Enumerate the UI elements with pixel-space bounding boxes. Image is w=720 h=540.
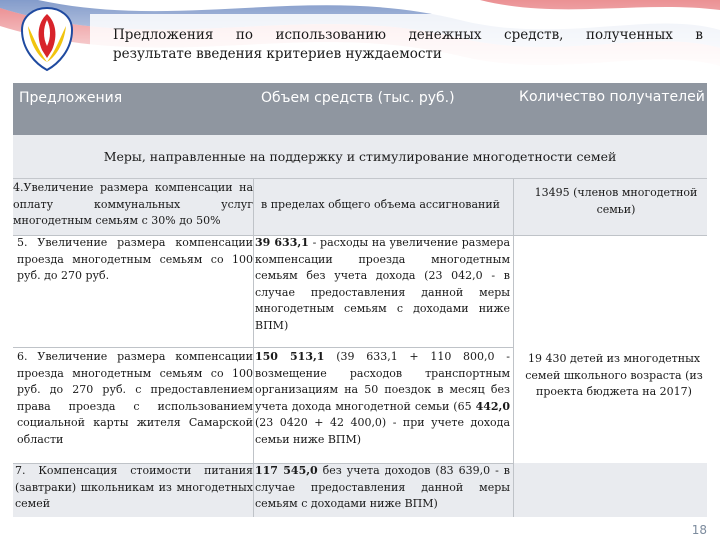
- row-divider: [13, 347, 513, 348]
- column-divider: [253, 179, 254, 517]
- row-7-amount: 117 545,0 без учета доходов (83 639,0 - в случае предоставления данной меры семьям с доходами ниже ВПМ): [255, 464, 510, 510]
- column-header-recipients: Количество получателей: [519, 89, 705, 105]
- table-header: [13, 83, 707, 135]
- title-line-2: результате введения критериев нуждаемости: [113, 46, 442, 62]
- row-4-amount: в пределах общего объема ассигнований: [261, 198, 501, 211]
- row-6-amount: 150 513,1 (39 633,1 + 110 800,0 - возмещение расходов транспортным организациям на 50 поездок в месяц без учета дохода многодетной семьи (65 442,0 (23 0420 + 42 400,0) - при учете дохода семьи ниже ВПМ): [255, 350, 511, 446]
- row-6-proposal: 6. Увеличение размера компенсации проезда многодетным семьям со 100 руб. до 270 руб. с предоставлением права проезда с использованием социальной карты жителя Самарской области: [17, 350, 253, 446]
- row-7-proposal: 7. Компенсация стоимости питания (завтраки) школьникам из многодетных семей: [15, 464, 253, 510]
- row-divider: [13, 463, 513, 464]
- column-header-proposals: Предложения: [19, 90, 123, 106]
- merged-recipients: 19 430 детей из многодетных семей школьного возраста (из проекта бюджета на 2017): [525, 352, 703, 398]
- row-5-proposal: 5. Увеличение размера компенсации проезда многодетным семьям со 100 руб. до 270 руб.: [17, 236, 253, 282]
- emblem-logo: [18, 6, 76, 72]
- column-divider: [513, 179, 514, 517]
- row-4-proposal: 4.Увеличение размера компенсации на оплату коммунальных услуг многодетным семьям с 30% до 50%: [13, 181, 253, 227]
- row-5-amount: 39 633,1 - расходы на увеличение размера компенсации проезда многодетным семьям без учета дохода (23 042,0 - в случае предоставления данной меры многодетным семьям с доходами ниже ВПМ): [255, 236, 510, 332]
- page-title: [113, 26, 703, 64]
- measures-table: [13, 135, 707, 517]
- section-heading: Меры, направленные на поддержку и стимулирование многодетности семей: [13, 135, 707, 179]
- title-line-1: Предложения по использованию денежных средств, полученных в: [113, 27, 703, 43]
- page-number: 18: [691, 523, 707, 537]
- row-4-recipients: 13495 (членов многодетной семьи): [534, 186, 698, 216]
- row-divider: [13, 235, 707, 236]
- column-header-amount: Объем средств (тыс. руб.): [261, 90, 455, 106]
